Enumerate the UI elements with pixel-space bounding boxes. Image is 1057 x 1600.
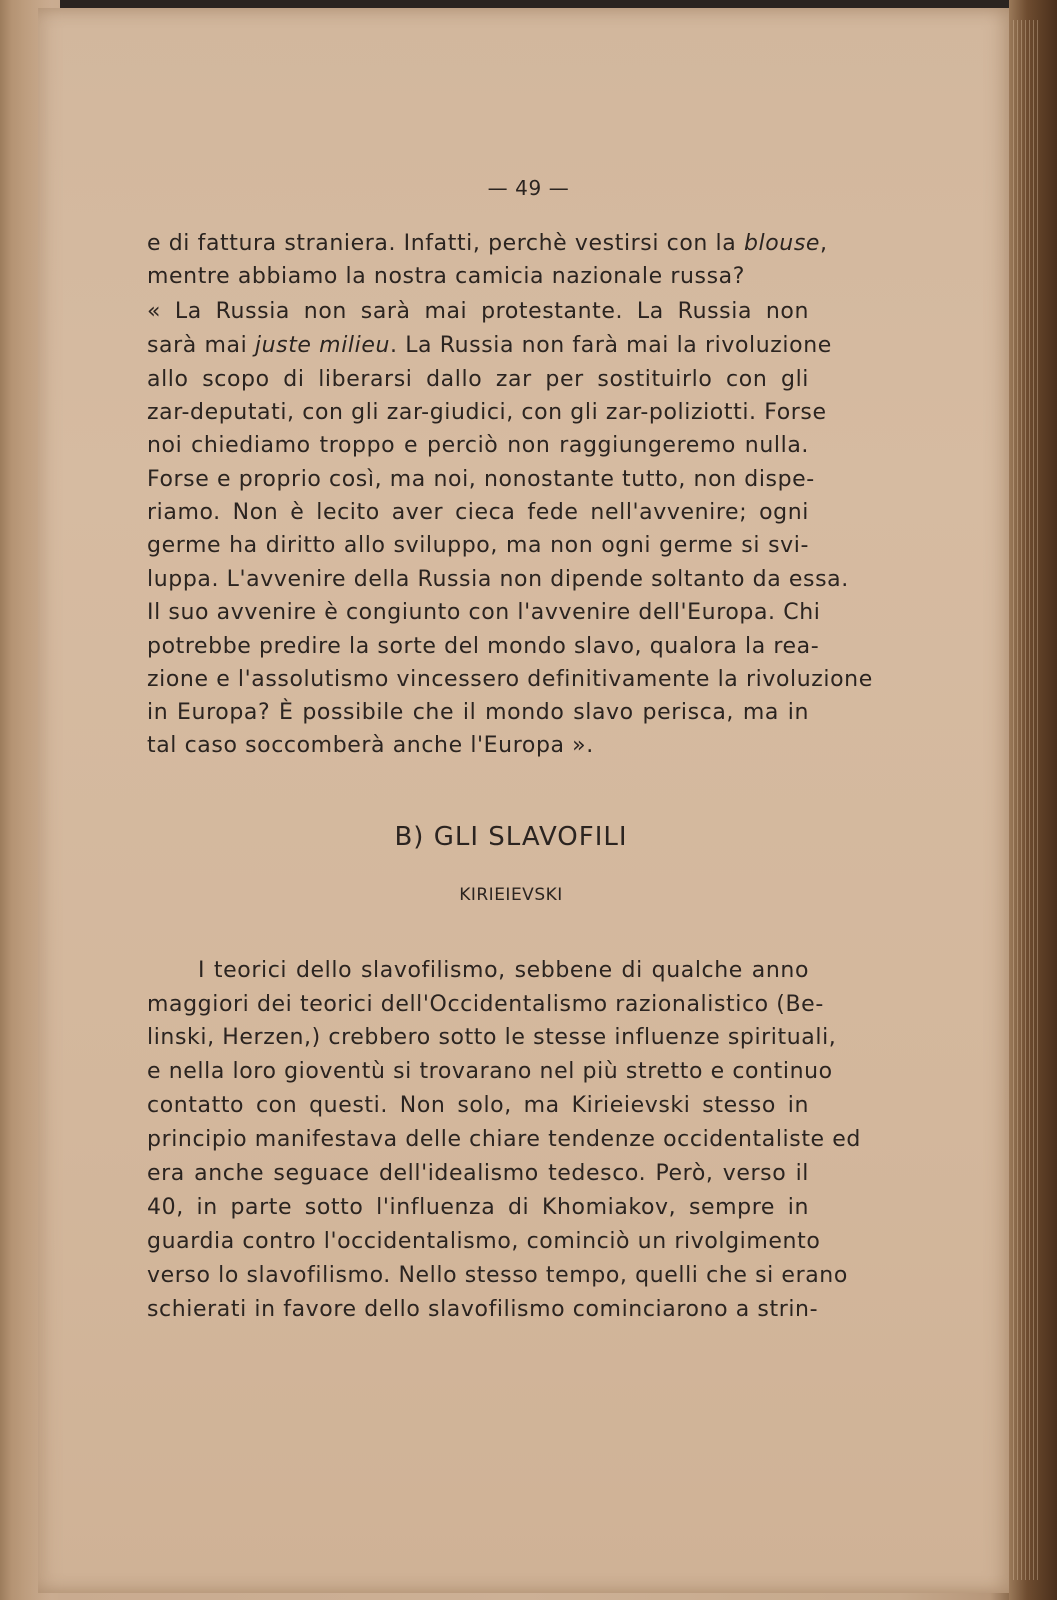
text-line: schierati in favore dello slavofilismo cominciarono a strin-: [147, 1297, 819, 1322]
text-line: guardia contro l'occidentalismo, cominciò un rivolgimento: [147, 1229, 821, 1254]
text-line: zione e l'assolutismo vincessero definitivamente la rivoluzione: [147, 667, 873, 692]
text-line: maggiori dei teorici dell'Occidentalismo razionalistico (Be-: [147, 992, 824, 1017]
text-line: potrebbe predire la sorte del mondo slavo, qualora la rea-: [147, 634, 820, 659]
text-line: noi chiediamo troppo e perciò non raggiungeremo nulla.: [147, 433, 809, 458]
text-line: e di fattura straniera. Infatti, perchè vestirsi con la blouse,: [147, 231, 828, 256]
text-line: zar-deputati, con gli zar-giudici, con gli zar-poliziotti. Forse: [147, 400, 827, 425]
text-line: e nella loro gioventù si trovarano nel più stretto e continuo: [147, 1059, 833, 1084]
text-line: tal caso soccomberà anche l'Europa ».: [147, 733, 594, 758]
text-line: 40, in parte sotto l'influenza di Khomiakov, sempre in: [147, 1195, 809, 1220]
section-heading: B) GLI SLAVOFILI: [394, 822, 628, 852]
page-stack-lines: [1013, 20, 1039, 1580]
text-line: principio manifestava delle chiare tendenze occidentaliste ed: [147, 1127, 861, 1152]
text-line: Il suo avvenire è congiunto con l'avvenire dell'Europa. Chi: [147, 600, 821, 625]
text-line: allo scopo di liberarsi dallo zar per sostituirlo con gli: [147, 367, 809, 392]
text-line: riamo. Non è lecito aver cieca fede nell'avvenire; ogni: [147, 500, 809, 525]
text-line: germe ha diritto allo sviluppo, ma non ogni germe si svi-: [147, 533, 809, 558]
text-line: era anche seguace dell'idealismo tedesco. Però, verso il: [147, 1161, 809, 1186]
text-line: luppa. L'avvenire della Russia non dipende soltanto da essa.: [147, 567, 849, 592]
page-stack-edge: [1009, 0, 1057, 1600]
text-line: verso lo slavofilismo. Nello stesso tempo, quelli che si erano: [147, 1263, 848, 1288]
text-line: linski, Herzen,) crebbero sotto le stesse influenze spirituali,: [147, 1025, 837, 1050]
page-number: — 49 —: [487, 176, 570, 200]
text-line: « La Russia non sarà mai protestante. La Russia non: [147, 299, 809, 324]
text-line: in Europa? È possibile che il mondo slavo perisca, ma in: [147, 700, 809, 725]
text-line: I teorici dello slavofilismo, sebbene di qualche anno: [198, 958, 809, 983]
text-line: Forse e proprio così, ma noi, nonostante tutto, non dispe-: [147, 467, 815, 492]
subsection-heading: KIRIEIEVSKI: [459, 885, 563, 905]
text-line: contatto con questi. Non solo, ma Kirieievski stesso in: [147, 1093, 809, 1118]
text-line: sarà mai juste milieu. La Russia non farà mai la rivoluzione: [147, 333, 832, 358]
text-line: mentre abbiamo la nostra camicia nazionale russa?: [147, 264, 745, 289]
